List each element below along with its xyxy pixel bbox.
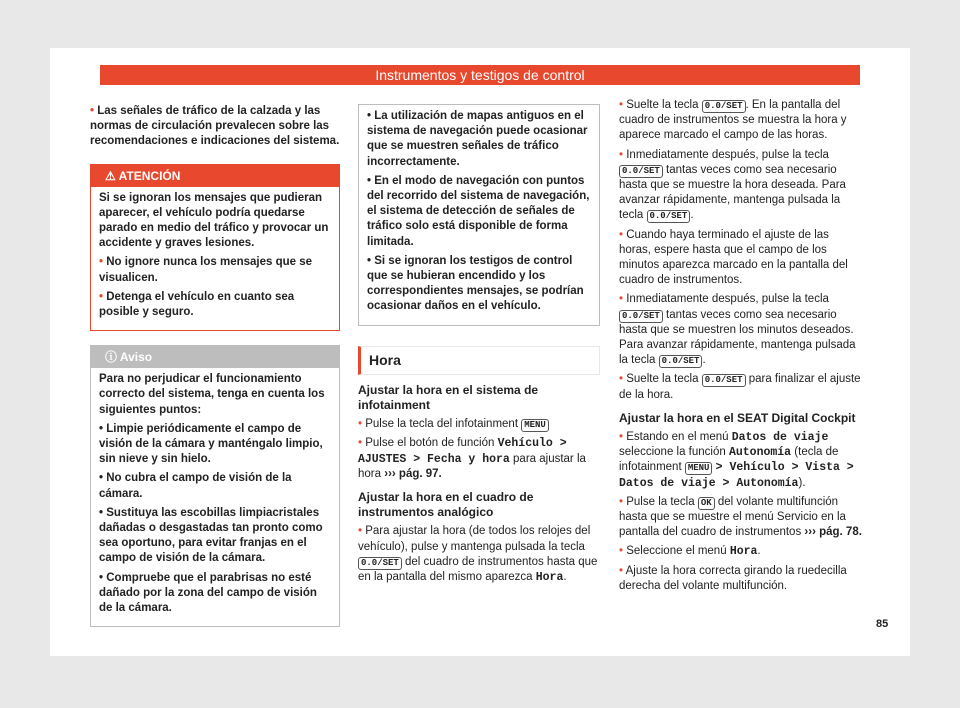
aviso-bullet: • Sustituya las escobillas limpiacristales dañadas o desgastadas tan pronto como sea oportuno, para evitar franjas en el campo de visión de la cámara. [99,506,323,565]
section-title-hora: Hora [358,346,600,375]
aviso-bullet: • No cubra el campo de visión de la cámara. [99,472,292,500]
set-key-icon: 0.0/SET [702,374,746,387]
step: • Cuando haya terminado el ajuste de las horas, espere hasta que el campo de los minutos aparezca marcado en la pantalla del cuadro de instrumentos. [619,228,848,287]
column-3 [619,98,863,598]
atencion-bullet: • No ignore nunca los mensajes que se visualicen. [99,256,313,284]
page-header: Instrumentos y testigos de control [100,65,860,85]
note-bullet: • En el modo de navegación con puntos del recorrido del sistema de navegación, el sistema de detección de señales de tráfico solo está disponible de forma limitada. [367,174,590,248]
atencion-box [90,164,340,332]
step: • Para ajustar la hora (de todos los relojes del vehículo), pulse y mantenga pulsada la tecla 0.0/SET del cuadro de instrumentos hasta que en la pantalla del mismo aparezca Hora. [358,525,598,585]
aviso-body [91,368,339,626]
column-1 [90,104,340,627]
info-icon: ⓘ [105,350,120,365]
column-2 [358,104,600,589]
aviso-header: ⓘ Aviso [91,346,339,368]
atencion-header: ⚠ ATENCIÓN [91,165,339,187]
set-key-icon: 0.0/SET [358,557,402,570]
intro-bullet: • Las señales de tráfico de la calzada y las normas de circulación prevalecen sobre las recomendaciones e indicaciones del sistema. [90,105,340,148]
menu-key-icon: MENU [685,462,713,475]
subheading: Ajustar la hora en el cuadro de instrumentos analógico [358,490,534,520]
step: • Pulse el botón de función Vehículo > AJUSTES > Fecha y hora para ajustar la hora ››› pág. 97. [358,437,586,480]
atencion-bullet: • Detenga el vehículo en cuanto sea posible y seguro. [99,290,295,319]
atencion-text: Si se ignoran los mensajes que pudieran aparecer, el vehículo podría quedarse parado en medio del tráfico y provocar un accidente y graves lesiones. [99,191,329,250]
step: • Inmediatamente después, pulse la tecla 0.0/SET tantas veces como sea necesario hasta que se muestren los minutos deseados. Para avanzar rápidamente, mantenga pulsada la tecla 0.0/SET . [619,293,856,367]
subheading: Ajustar la hora en el sistema de infotainment [358,382,539,413]
step: • Suelte la tecla 0.0/SET para finalizar el ajuste de la hora. [619,373,861,401]
aviso-bullet: • Limpie periódicamente el campo de visión de la cámara y manténgalo limpio, sin nieve y sin hielo. [99,422,323,466]
bullet-icon: • [90,105,98,117]
step: • Estando en el menú Datos de viaje seleccione la función Autonomía (tecla de infotainment MENU > Vehículo > Vista > Datos de viaje > Autonomía). [619,431,854,490]
set-key-icon: 0.0/SET [659,355,703,368]
aviso-bullet: • Compruebe que el parabrisas no esté dañado por la zona del campo de visión de la cámara. [99,571,317,615]
nav-notes-box [358,104,600,326]
set-key-icon: 0.0/SET [647,210,691,223]
page-number: 85 [876,618,889,630]
step: • Ajuste la hora correcta girando la ruedecilla derecha del volante multifunción. [619,564,847,592]
warning-icon: ⚠ [105,168,119,183]
note-bullet: • La utilización de mapas antiguos en el sistema de navegación puede ocasionar que se muestren señales de tráfico incorrectamente. [367,110,588,168]
set-key-icon: 0.0/SET [619,310,663,323]
step: • Pulse la tecla del infotainment MENU [358,417,600,432]
note-bullet: • Si se ignoran los testigos de control que se hubieran encendido y los correspondientes mensajes, se podrían ocasionar daños en el vehículo. [367,254,584,313]
aviso-text: Para no perjudicar el funcionamiento correcto del sistema, tenga en cuenta los siguientes puntos: [99,373,325,416]
nav-notes-body [359,105,599,325]
aviso-box [90,345,340,627]
step: • Inmediatamente después, pulse la tecla 0.0/SET tantas veces como sea necesario hasta que se muestre la hora deseada. Para avanzar rápidamente, mantenga pulsada la tecla 0.0/SET . [619,148,846,222]
step: • Pulse la tecla OK del volante multifunción hasta que se muestre el menú Servicio en la pantalla del cuadro de instrumentos ››› pág. 78. [619,495,862,539]
step: • Suelte la tecla 0.0/SET . En la pantalla del cuadro de instrumentos se muestra la hora y aparece marcado el campo de las horas. [619,99,847,142]
step: • Seleccione el menú Hora. [619,545,761,559]
set-key-icon: 0.0/SET [702,100,746,113]
menu-key-icon: MENU [521,419,549,432]
atencion-body [91,187,339,331]
ok-key-icon: OK [698,497,715,510]
set-key-icon: 0.0/SET [619,165,663,178]
subheading: Ajustar la hora en el SEAT Digital Cockpit [619,410,856,425]
